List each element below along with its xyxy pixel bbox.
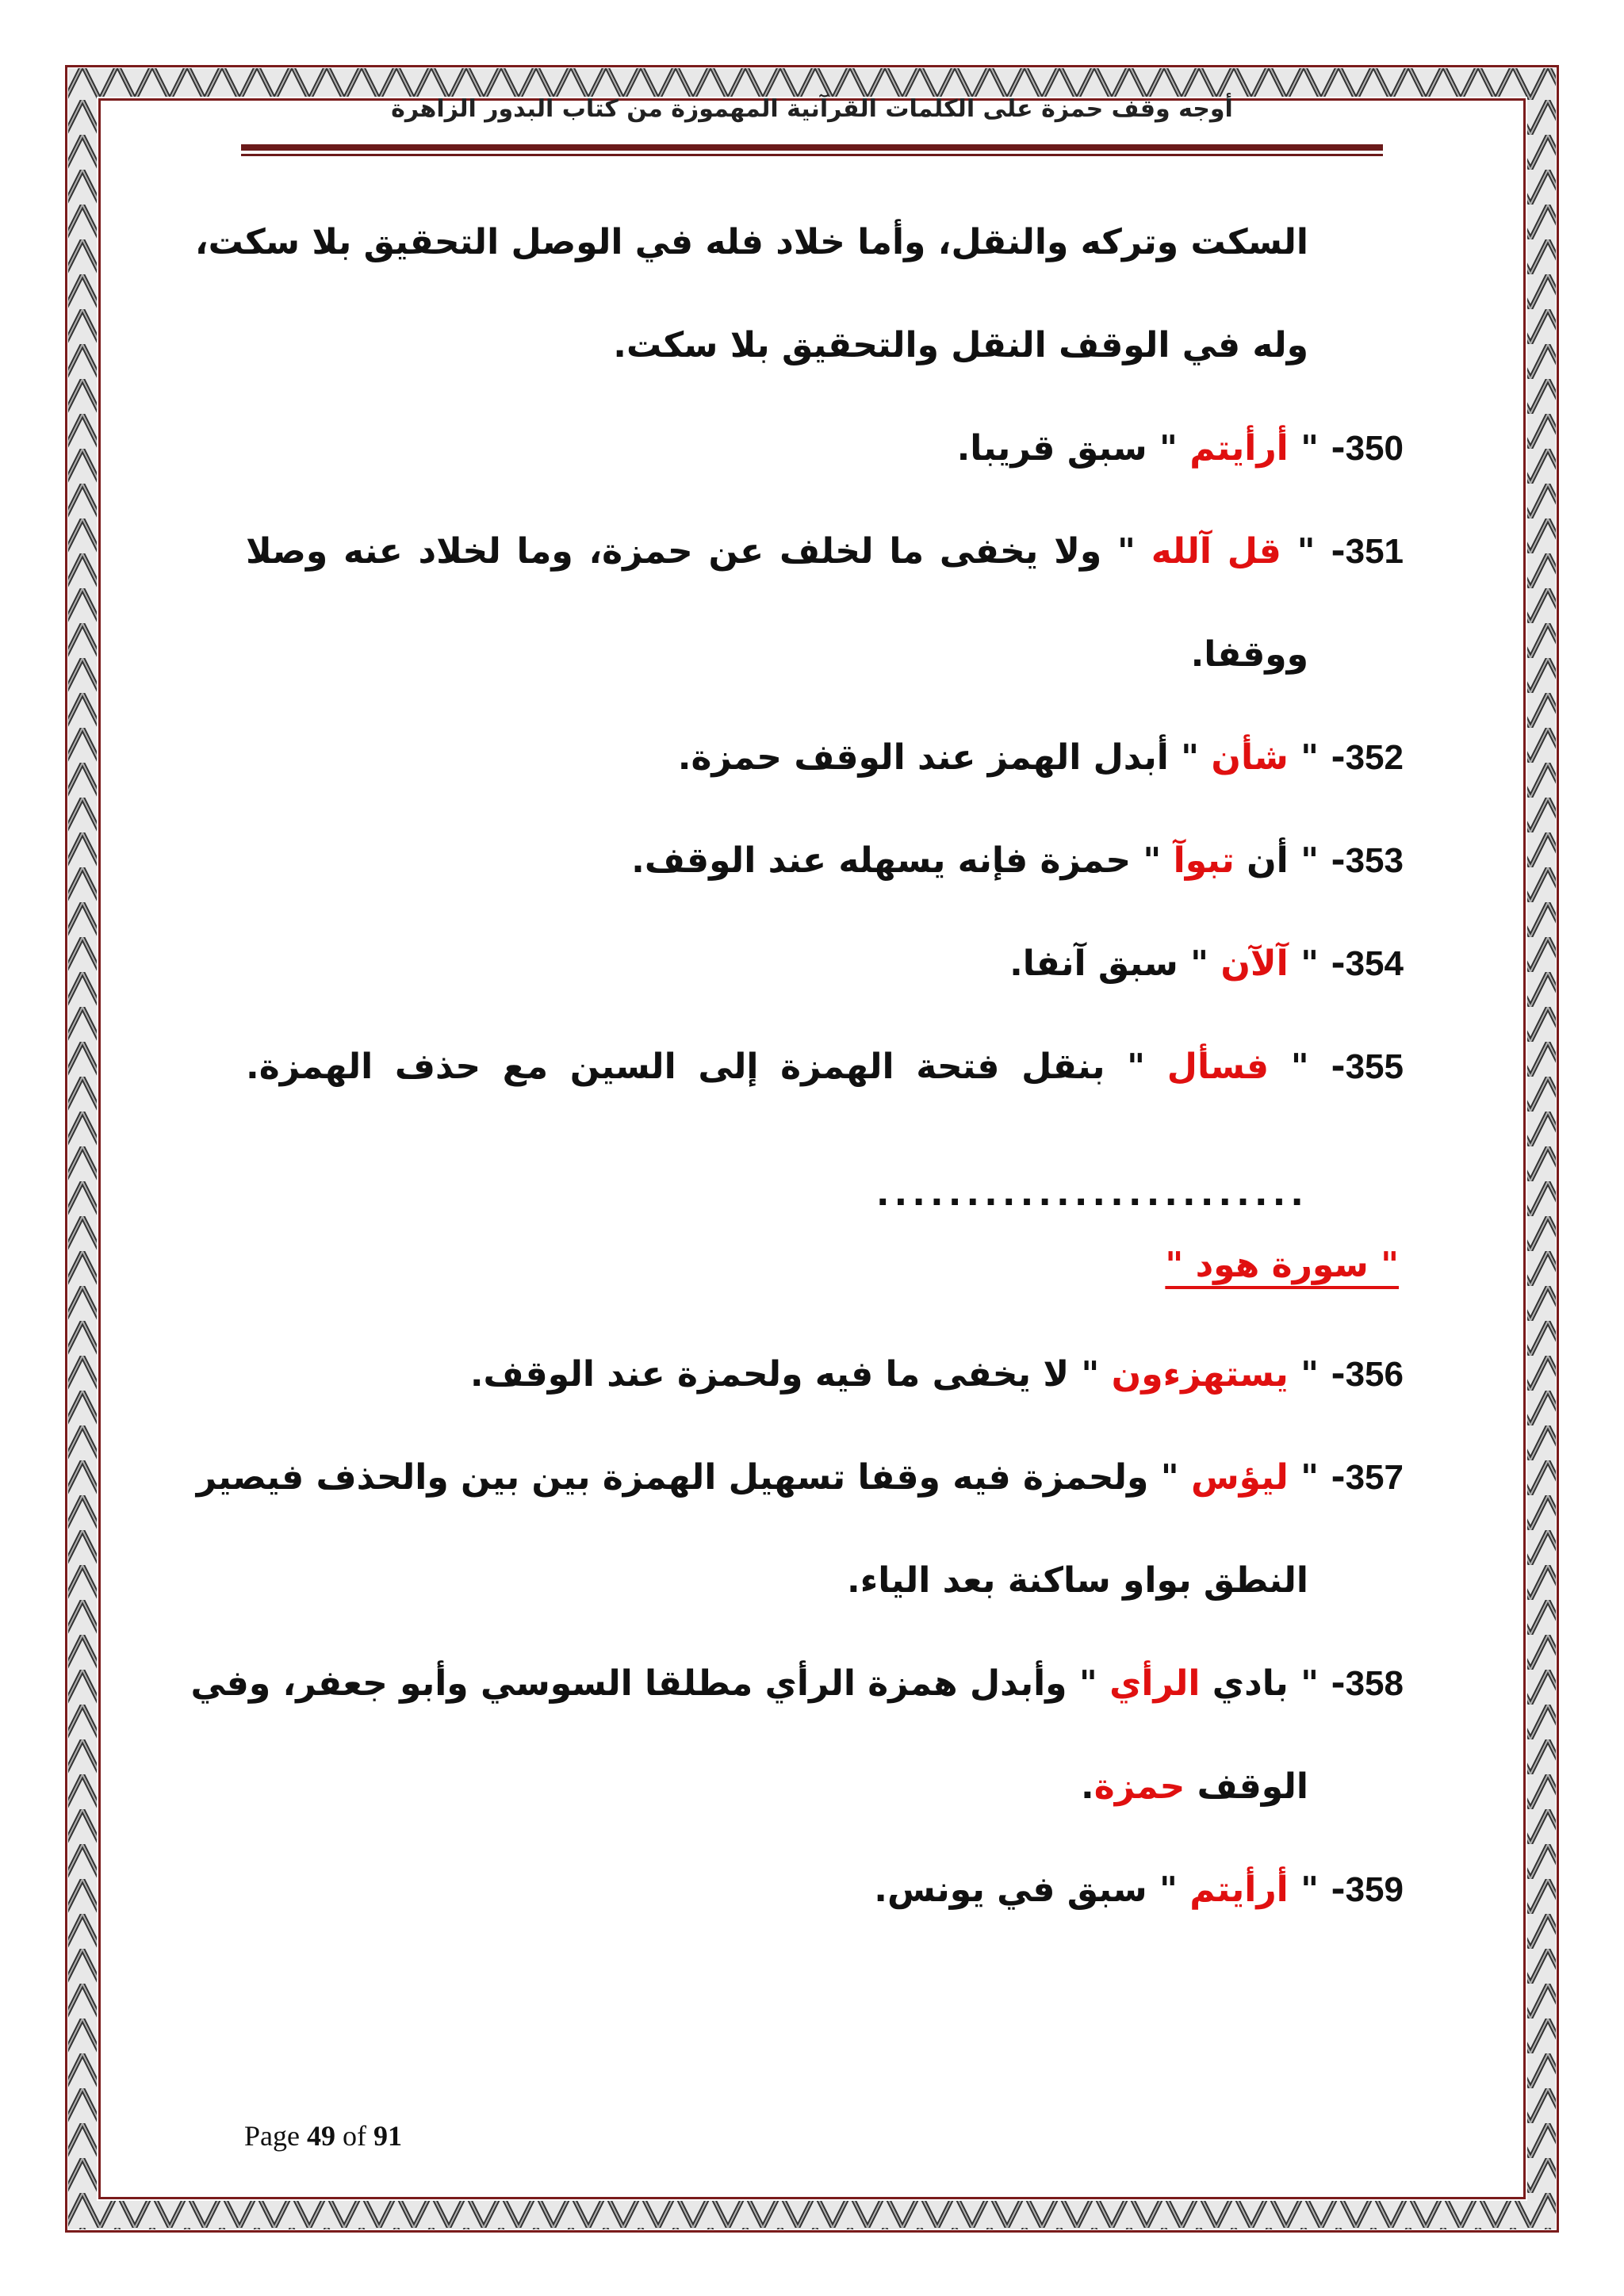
entry-352: 352- " شأن " أبدل الهمز عند الوقف حمزة. xyxy=(677,737,1404,778)
highlighted-word: الرأي xyxy=(1109,1663,1201,1704)
highlighted-word: أرأيتم xyxy=(1189,1869,1289,1910)
section-separator: ........................ xyxy=(875,1173,1308,1214)
entry-356: 356- " يستهزءون " لا يخفى ما فيه ولحمزة عند الوقف. xyxy=(469,1354,1404,1395)
entry-number: 359 xyxy=(1345,1870,1404,1909)
highlighted-word: يستهزءون xyxy=(1111,1354,1289,1395)
running-header: أوجه وقف حمزة على الكلمات القرآنية المهموزة من كتاب البدور الزاهرة xyxy=(391,95,1233,123)
entry-353: 353- " أن تبوآ " حمزة فإنه يسهله عند الوقف. xyxy=(631,840,1404,881)
entry-358-continuation: الوقف حمزة. xyxy=(1081,1766,1308,1807)
entry-number: 353 xyxy=(1345,841,1404,880)
entry-354: 354- " آلآن " سبق آنفا. xyxy=(1009,943,1404,984)
header-rule-thick xyxy=(241,144,1383,151)
entry-355: 355- " فسأل " بنقل فتحة الهمزة إلى السين مع حذف الهمزة. xyxy=(246,1047,1404,1087)
entry-number: 354 xyxy=(1345,944,1404,983)
entry-number: 356 xyxy=(1345,1355,1404,1394)
intro-line-2: وله في الوقف النقل والتحقيق بلا سكت. xyxy=(613,325,1308,365)
highlighted-word: آلآن xyxy=(1220,943,1289,984)
highlighted-word: شأن xyxy=(1211,737,1289,778)
page-total: 91 xyxy=(373,2120,402,2152)
page-footer xyxy=(244,2119,402,2152)
entry-359: 359- " أرأيتم " سبق في يونس. xyxy=(874,1869,1404,1910)
entry-358: 358- " بادي الرأي " وأبدل همزة الرأي مطلقا السوسي وأبو جعفر، وفي xyxy=(190,1663,1404,1704)
surah-heading: " سورة هود " xyxy=(1165,1245,1399,1285)
entry-number: 358 xyxy=(1345,1664,1404,1703)
footer-page-word: Page xyxy=(244,2120,300,2152)
footer-of-word: of xyxy=(342,2120,366,2152)
entry-350: 350- " أرأيتم " سبق قريبا. xyxy=(956,428,1404,469)
highlighted-word: قل آلله xyxy=(1151,531,1281,572)
header-rule-thin xyxy=(241,154,1383,156)
entry-351-continuation: ووقفا. xyxy=(1190,634,1308,675)
highlighted-word: فسأل xyxy=(1166,1047,1270,1087)
entry-number: 355 xyxy=(1345,1047,1404,1086)
entry-357: 357- " ليؤس " ولحمزة فيه وقفا تسهيل الهمزة بين بين والحذف فيصير xyxy=(196,1457,1404,1498)
highlighted-word: تبوآ xyxy=(1173,840,1235,881)
entry-number: 351 xyxy=(1345,532,1404,571)
entry-number: 357 xyxy=(1345,1458,1404,1497)
highlighted-word: حمزة xyxy=(1094,1766,1185,1807)
entry-number: 352 xyxy=(1345,738,1404,777)
entry-number: 350 xyxy=(1345,429,1404,468)
highlighted-word: ليؤس xyxy=(1190,1457,1289,1498)
entry-351: 351- " قل آلله " ولا يخفى ما لخلف عن حمزة، وما لخلاد عنه وصلا xyxy=(246,531,1404,572)
highlighted-word: أرأيتم xyxy=(1189,428,1289,469)
page-number: 49 xyxy=(306,2120,335,2152)
entry-357-continuation: النطق بواو ساكنة بعد الياء. xyxy=(847,1560,1308,1601)
intro-line-1: السكت وتركه والنقل، وأما خلاد فله في الوصل التحقيق بلا سكت، xyxy=(194,222,1308,262)
